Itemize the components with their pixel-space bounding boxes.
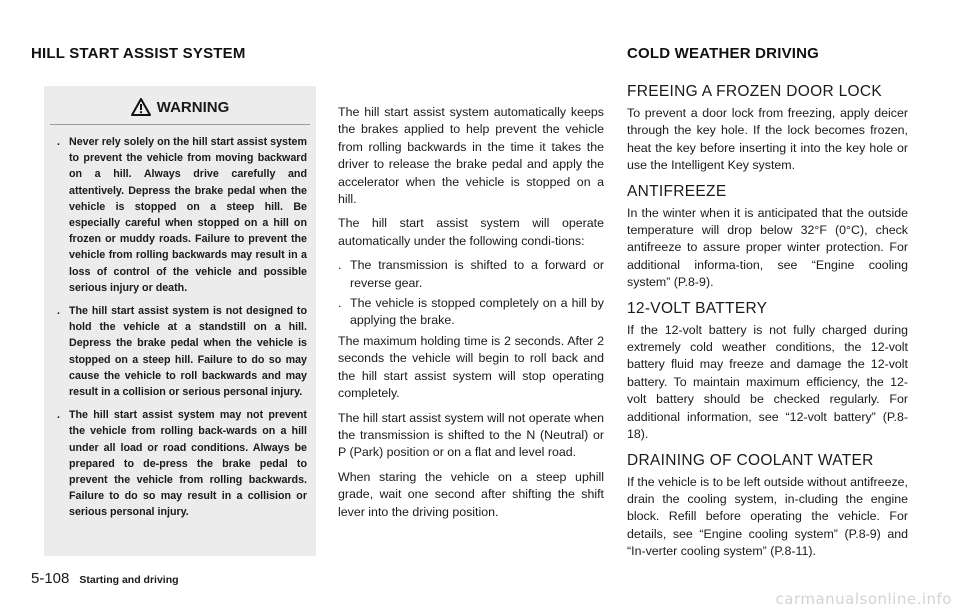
warning-list [57, 134, 307, 528]
section-heading-cold-weather: COLD WEATHER DRIVING [627, 45, 820, 62]
list-item: . The transmission is shifted to a forward or reverse gear. [338, 258, 604, 290]
page-number: 5-108 [31, 570, 70, 587]
watermark: carmanualsonline.info [775, 590, 952, 608]
warning-title [44, 98, 316, 116]
paragraph: The hill start assist system will operate automatically under the following condi-tions: [338, 216, 604, 248]
middle-column [338, 104, 604, 528]
bullet-icon: . [57, 136, 60, 148]
bullet-icon: . [338, 296, 342, 311]
warning-item: . The hill start assist system is not designed to hold the vehicle at a standstill on a hill. Depress the brake pedal when the vehicle is stopped on a steep hill. Failure to do so may cause the vehicle to roll backwards and may result in a collision or serious personal injury. [57, 305, 307, 399]
subheading-coolant-water: DRAINING OF COOLANT WATER [627, 451, 874, 469]
subheading-antifreeze: ANTIFREEZE [627, 182, 727, 200]
warning-box [44, 86, 316, 556]
warning-item: . The hill start assist system may not prevent the vehicle from rolling back-wards on a hill under all load or road conditions. Always be prepared to de-press the brake pedal to prevent the vehicle from rolling backwards. Failure to do so may result in a collision or serious personal injury. [57, 409, 307, 519]
subheading-12-volt-battery: 12-VOLT BATTERY [627, 299, 768, 317]
paragraph: The hill start assist system will not operate when the transmission is shifted to the N (Neutral) or P (Park) position or on a flat and level road. [338, 410, 604, 460]
warning-divider [50, 124, 310, 125]
warning-triangle-icon [131, 98, 151, 116]
warning-item: . Never rely solely on the hill start assist system to prevent the vehicle from moving backward on a hill. Always drive carefully and attentively. Depress the brake pedal when the vehicle is stopped on a steep hill. Be especially careful when stopped on a hill on frozen or muddy roads. Failure to prevent the vehicle from rolling backwards may result in a loss of control of the vehicle and possible serious injury or death. [57, 136, 307, 294]
paragraph: If the 12-volt battery is not fully charged during extremely cold weather conditions, the 12-volt battery fluid may freeze and damage the 12-volt battery. To maintain maximum efficiency, the 12-volt battery should be checked regularly. For additional information, see “12-volt battery” (P.8-18). [627, 322, 908, 442]
bullet-icon: . [57, 409, 60, 422]
paragraph: If the vehicle is to be left outside without antifreeze, drain the cooling system, in-cluding the engine block. Refill before operating the vehicle. For details, see “Engine cooling system” (P.8-9) and “In-verter cooling system” (P.8-11). [627, 474, 908, 559]
paragraph: To prevent a door lock from freezing, apply deicer through the key hole. If the lock becomes frozen, heat the key before inserting it into the key hole or use the Intelligent Key system. [627, 106, 908, 173]
paragraph: The maximum holding time is 2 seconds. After 2 seconds the vehicle will begin to roll back and the hill start assist system will stop operating completely. [338, 333, 604, 401]
paragraph: The hill start assist system automatically keeps the brakes applied to help prevent the vehicle from rolling backwards in the time it takes the driver to release the brake pedal and apply the accelerator when the vehicle is stopped on a hill. [338, 105, 604, 207]
bullet-icon: . [338, 258, 342, 273]
section-heading-hill-start: HILL START ASSIST SYSTEM [31, 45, 246, 62]
subheading-frozen-door-lock: FREEING A FROZEN DOOR LOCK [627, 83, 882, 100]
paragraph: In the winter when it is anticipated that the outside temperature will drop below 32°F (0°C), check antifreeze to assure proper winter protection. For additional informa-tion, see “Engine cooling system” (P.8-9). [627, 205, 908, 290]
chapter-title: Starting and driving [79, 574, 179, 586]
warning-label: WARNING [156, 99, 230, 116]
page-footer [31, 570, 179, 588]
list-item: . The vehicle is stopped completely on a hill by applying the brake. [338, 296, 604, 328]
bullet-icon: . [57, 305, 60, 318]
paragraph: When staring the vehicle on a steep uphill grade, wait one second after shifting the shift lever into the driving position. [338, 469, 604, 519]
conditions-list [338, 257, 604, 330]
right-column [627, 82, 908, 568]
